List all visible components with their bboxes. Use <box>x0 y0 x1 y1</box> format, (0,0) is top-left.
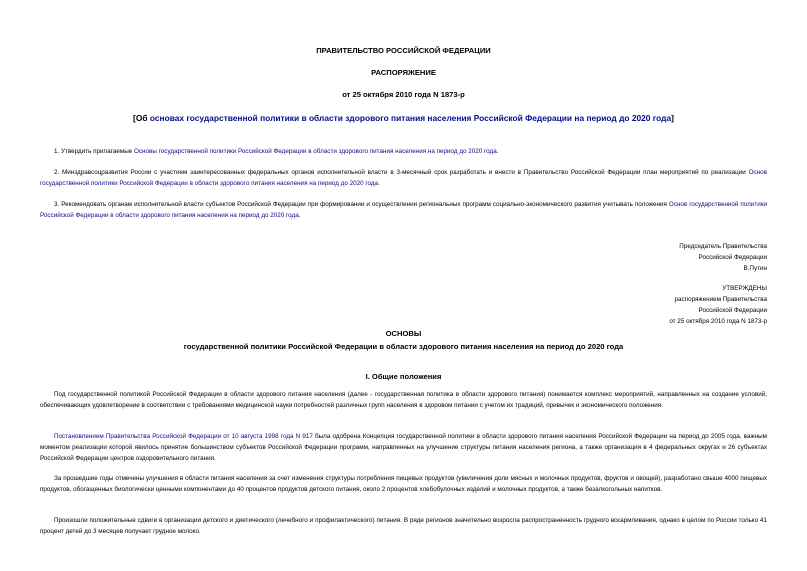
item-1-text: 1. Утвердить прилагаемые <box>54 148 134 155</box>
item-2-link[interactable]: Основ государственной политики Российской Федерации в области здорового питания населения на период до 2020 года <box>40 169 767 187</box>
document-title <box>0 113 807 123</box>
decree-link[interactable]: Постановлением Правительства Российской Федерации от 10 августа 1998 года N 917 <box>54 433 313 440</box>
signature-name: В.Путин <box>743 265 767 272</box>
item-1-link[interactable]: Основы государственной политики Российской Федерации в области здорового питания населения на период до 2020 года <box>134 148 497 155</box>
signature-title: Председатель Правительства <box>679 243 767 250</box>
item-3-end: . <box>298 212 301 219</box>
section-paragraph-3: За прошедшие годы отмечены улучшения в области питания населения за счет изменения структуры потребления пищевых продуктов (увеличения доли мясных и молочных продуктов, фруктов и овощей), разработано свыше 4000 пищевых продуктов, обогащенных биологически ценными компонентами до 40 процентов продуктов детского питания, около 2 процентов хлебобулочных изделий и молочных продуктов, а также безалкогольных напитков. <box>40 475 767 493</box>
item-2-text: 2. Минздравсоцразвития России с участием заинтересованных федеральных органов исполнительной власти в 3-месячный срок разработать и внести в Правительство Российской Федерации план мероприятий по реализации <box>54 169 749 176</box>
basics-subtitle: государственной политики Российской Федерации в области здорового питания населения на период до 2020 года <box>183 342 624 351</box>
section-heading: I. Общие положения <box>365 372 442 381</box>
approval-by: распоряжением Правительства <box>674 296 767 303</box>
title-prefix: [Об <box>133 113 150 123</box>
document-type: РАСПОРЯЖЕНИЕ <box>371 68 436 77</box>
item-3 <box>40 199 767 221</box>
approval-date: от 25 октября 2010 года N 1873-р <box>669 318 767 325</box>
section-paragraph-2-text: была одобрена Концепция государственной политики в области здорового питания населения Российской Федерации на период до 2005 года, важным моментом реализации которой явилось принятие большинством субъектов Российской Федерации программ, направленных на улучшение структуры питания населения региона, а также организация в 4 федеральных округах и 26 субъектах Российской Федерации центров оздоровительного питания. <box>40 433 767 462</box>
item-1 <box>40 146 767 157</box>
government-heading: ПРАВИТЕЛЬСТВО РОССИЙСКОЙ ФЕДЕРАЦИИ <box>316 46 491 55</box>
item-2 <box>40 167 767 189</box>
item-3-text: 3. Рекомендовать органам исполнительной власти субъектов Российской Федерации при формировании и осуществлении региональных программ социально-экономического развития учитывать положения <box>54 201 669 208</box>
document-date-number: от 25 октября 2010 года N 1873-р <box>342 90 465 99</box>
section-paragraph-2 <box>40 431 767 464</box>
item-1-end: . <box>496 148 499 155</box>
item-2-end: . <box>378 180 380 187</box>
title-suffix: ] <box>671 113 674 123</box>
approval-title: УТВЕРЖДЕНЫ <box>722 285 767 292</box>
item-3-link[interactable]: Основ государственной политики Российской Федерации в области здорового питания населения на период до 2020 года <box>40 201 767 219</box>
approval-country: Российской Федерации <box>698 307 767 314</box>
signature-block <box>679 241 767 274</box>
section-paragraph-1: Под государственной политикой Российской Федерации в области здорового питания населения (далее - государственная политика в области здорового питания) понимается комплекс мероприятий, направленных на создание условий, обеспечивающих удовлетворение в соответствии с требованиями медицинской науки потребностей различных групп населения в здоровом питании с учетом их традиций, привычек и экономического положения. <box>40 391 767 409</box>
signature-country: Российской Федерации <box>698 254 767 261</box>
basics-title: ОСНОВЫ <box>385 329 422 338</box>
approval-block <box>669 283 767 327</box>
title-link[interactable]: основах государственной политики в области здорового питания населения Российской Федерации на период до 2020 года <box>149 113 672 123</box>
section-paragraph-4: Произошли положительные сдвиги в организации детского и диетического (лечебного и профилактического) питания. В ряде регионов значительно возросла распространенность грудного вскармливания, однако в целом по России только 41 процент детей до 3 месяцев получает грудное молоко. <box>40 517 767 535</box>
